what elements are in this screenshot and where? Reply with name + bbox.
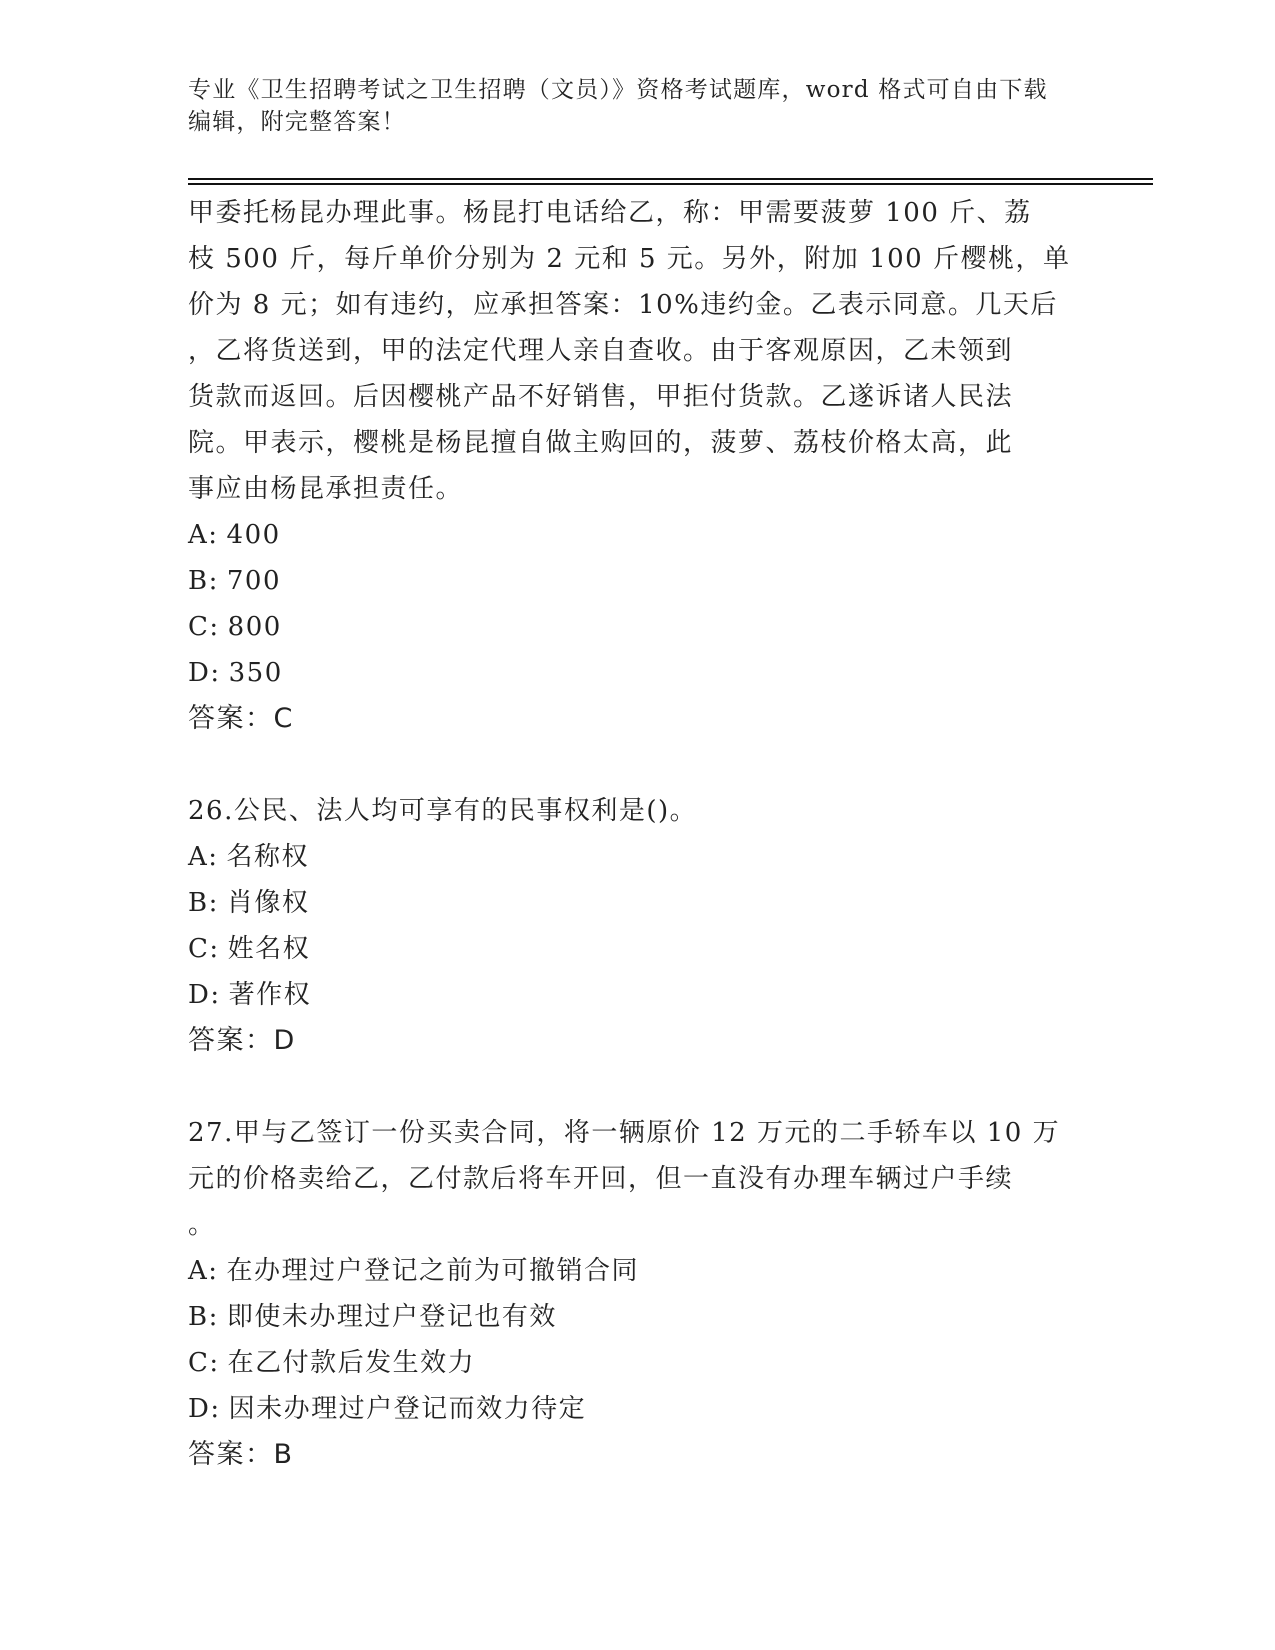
question-26	[188, 788, 1088, 1064]
stem-line: 事应由杨昆承担责任。	[188, 474, 464, 504]
stem-line: 价为 8 元；如有违约，应承担答案：10%违约金。乙表示同意。几天后	[188, 290, 1058, 320]
option-b	[188, 1294, 1088, 1340]
option-text: 400	[226, 520, 281, 550]
stem-line: 。	[188, 1210, 216, 1240]
header-line-1: 专业《卫生招聘考试之卫生招聘（文员）》资格考试题库，word 格式可自由下载	[188, 77, 1048, 103]
option-letter: B:	[188, 1302, 219, 1332]
option-a	[188, 834, 1088, 880]
option-text: 肖像权	[226, 888, 310, 918]
header-divider-bottom	[188, 183, 1153, 185]
stem-line: 甲委托杨昆办理此事。杨昆打电话给乙，称：甲需要菠萝 100 斤、荔	[188, 198, 1032, 228]
option-text: 在乙付款后发生效力	[227, 1348, 476, 1378]
option-b	[188, 558, 1088, 604]
answer-line: 答案：D	[188, 1025, 296, 1056]
spacer	[188, 1064, 1088, 1110]
option-text: 700	[226, 566, 282, 596]
document-body	[188, 190, 1088, 1478]
option-letter: D:	[188, 980, 221, 1010]
option-letter: D:	[188, 1394, 221, 1424]
option-letter: A:	[188, 1256, 219, 1286]
option-letter: B:	[188, 566, 219, 596]
option-c	[188, 1340, 1088, 1386]
option-text: 名称权	[226, 842, 310, 872]
option-d	[188, 650, 1088, 696]
option-text: 姓名权	[227, 934, 311, 964]
option-text: 即使未办理过户登记也有效	[226, 1302, 557, 1332]
option-b	[188, 880, 1088, 926]
option-c	[188, 926, 1088, 972]
option-letter: C:	[188, 934, 220, 964]
document-header	[188, 74, 1088, 138]
option-text: 在办理过户登记之前为可撤销合同	[226, 1256, 640, 1286]
option-a	[188, 512, 1088, 558]
option-text: 著作权	[228, 980, 312, 1010]
stem-line: 元的价格卖给乙，乙付款后将车开回，但一直没有办理车辆过户手续	[188, 1164, 1014, 1194]
spacer	[188, 742, 1088, 788]
question-27	[188, 1110, 1088, 1478]
header-line-2: 编辑，附完整答案！	[188, 109, 406, 135]
option-letter: A:	[188, 520, 219, 550]
option-letter: D:	[188, 658, 221, 688]
question-stem	[188, 1110, 1088, 1248]
answer-line: 答案：B	[188, 1439, 294, 1470]
option-letter: C:	[188, 612, 220, 642]
option-a	[188, 1248, 1088, 1294]
option-d	[188, 1386, 1088, 1432]
question-stem	[188, 190, 1088, 512]
answer-line: 答案：C	[188, 703, 294, 734]
stem-line: 货款而返回。后因樱桃产品不好销售，甲拒付货款。乙遂诉诸人民法	[188, 382, 1014, 412]
option-text: 350	[228, 658, 283, 688]
option-letter: B:	[188, 888, 219, 918]
option-text: 因未办理过户登记而效力待定	[228, 1394, 587, 1424]
stem-line: 院。甲表示，樱桃是杨昆擅自做主购回的，菠萝、荔枝价格太高，此	[188, 428, 1014, 458]
option-letter: C:	[188, 1348, 220, 1378]
stem-line: 26.公民、法人均可享有的民事权利是()。	[188, 796, 698, 826]
option-c	[188, 604, 1088, 650]
question-25	[188, 190, 1088, 742]
question-stem	[188, 788, 1088, 834]
stem-line: ，乙将货送到，甲的法定代理人亲自查收。由于客观原因，乙未领到	[188, 336, 1014, 366]
option-d	[188, 972, 1088, 1018]
option-letter: A:	[188, 842, 219, 872]
header-divider-top	[188, 178, 1153, 180]
stem-line: 27.甲与乙签订一份买卖合同，将一辆原价 12 万元的二手轿车以 10 万	[188, 1118, 1061, 1148]
stem-line: 枝 500 斤，每斤单价分别为 2 元和 5 元。另外，附加 100 斤樱桃，单	[188, 244, 1071, 274]
option-text: 800	[227, 612, 282, 642]
